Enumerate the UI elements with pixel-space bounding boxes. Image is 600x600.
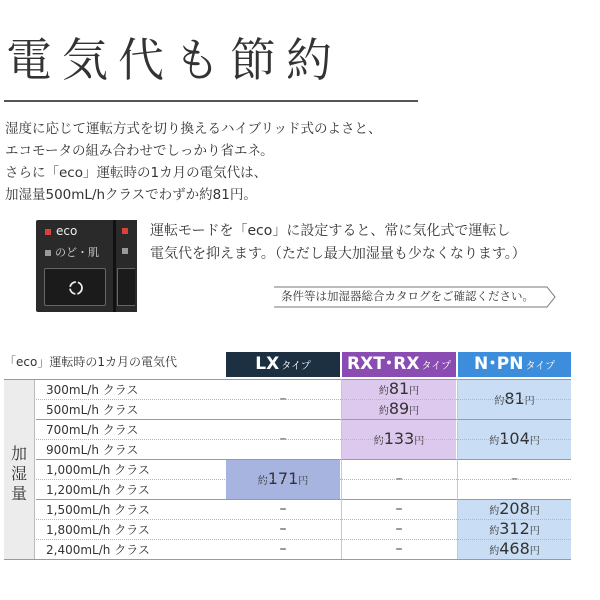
cell-lx-700-900: – [279, 431, 287, 447]
yen-unit: 円 [529, 506, 540, 517]
header-n-pn [458, 352, 571, 377]
price-value: 133 [383, 429, 415, 448]
intro-line: 湿度に応じて運転方式を切り換えるハイブリッド式のよさと、 [5, 121, 382, 137]
price-value: 468 [499, 539, 530, 558]
header-lx-suffix: タイプ [281, 361, 311, 372]
approx-label: 約 [257, 476, 268, 487]
cell-npn-1800 [458, 519, 571, 539]
row-divider [36, 519, 571, 520]
cell-rxt-1000-1200: – [395, 471, 403, 487]
yen-unit: 円 [409, 406, 420, 417]
cell-rxt-1800: – [395, 521, 403, 537]
title-divider [4, 100, 418, 102]
yen-unit: 円 [409, 386, 420, 397]
cell-lx-300-500: – [279, 391, 287, 407]
intro-line: さらに「eco」運転時の1カ月の電気代は、 [5, 165, 268, 181]
yen-unit: 円 [524, 396, 535, 407]
nodo-indicator [45, 244, 99, 260]
side-label-char: 湿 [10, 464, 27, 483]
page-title: 電気代も節約 [6, 33, 342, 87]
led-icon [122, 228, 128, 234]
row-label-1000: 1,000mL/h クラス [46, 463, 150, 477]
row-divider [36, 439, 571, 440]
approx-label: 約 [494, 396, 505, 407]
row-divider [36, 459, 571, 460]
table-caption: 「eco」運転時の1カ月の電気代 [4, 355, 177, 369]
row-label-900: 900mL/h クラス [46, 443, 139, 457]
yen-unit: 円 [529, 526, 540, 537]
cell-rxt-300 [342, 379, 456, 399]
header-rxt-name: RXT･RX [347, 354, 420, 374]
header-rxt-rx [342, 352, 456, 377]
eco-label: eco [56, 224, 78, 238]
approx-label: 約 [378, 406, 389, 417]
header-lx [226, 352, 340, 377]
ring-icon [67, 279, 85, 297]
column-divider [341, 379, 342, 559]
catalog-note-text: 条件等は加湿器総合カタログをご確認ください。 [281, 289, 534, 303]
side-label-humidification [4, 379, 35, 559]
yen-unit: 円 [414, 436, 425, 447]
nodo-label: のど・肌 [55, 246, 99, 259]
price-value: 312 [499, 519, 530, 538]
header-rxt-suffix: タイプ [421, 361, 451, 372]
column-divider [457, 379, 458, 559]
price-value: 81 [504, 389, 525, 408]
header-npn-name: N･PN [474, 354, 524, 374]
side-label-char: 量 [10, 484, 27, 503]
nodo-led-icon [45, 250, 51, 256]
row-divider [36, 539, 571, 540]
row-divider [36, 419, 571, 420]
mode-button [44, 268, 106, 306]
row-divider [36, 499, 571, 500]
row-label-500: 500mL/h クラス [46, 403, 139, 417]
mode-line: 電気代を抑えます。（ただし最大加湿量も少なくなります。） [150, 246, 526, 262]
row-label-2400: 2,400mL/h クラス [46, 543, 150, 557]
price-value: 171 [267, 469, 299, 488]
header-npn-suffix: タイプ [525, 361, 555, 372]
row-label-700: 700mL/h クラス [46, 423, 139, 437]
cell-npn-2400 [458, 539, 571, 559]
mode-line: 運転モードを「eco」に設定すると、常に気化式で運転し [150, 223, 511, 239]
approx-label: 約 [378, 386, 389, 397]
row-label-1200: 1,200mL/h クラス [46, 483, 150, 497]
yen-unit: 円 [529, 546, 540, 557]
table-top-rule [4, 379, 571, 380]
row-divider [36, 399, 571, 400]
intro-line: エコモータの組み合わせでしっかり省エネ。 [5, 143, 274, 159]
eco-led-icon [45, 229, 51, 235]
intro-line: 加湿量500mL/hクラスでわずか約81円。 [5, 187, 257, 203]
approx-label: 約 [489, 436, 500, 447]
catalog-note [271, 284, 547, 308]
approx-label: 約 [489, 506, 500, 517]
approx-label: 約 [373, 436, 384, 447]
eco-indicator [45, 224, 77, 238]
cell-lx-1500: – [279, 501, 287, 517]
header-lx-name: LX [255, 354, 280, 374]
panel-button-partial [117, 268, 135, 306]
yen-unit: 円 [298, 476, 309, 487]
cell-rxt-2400: – [395, 541, 403, 557]
price-value: 81 [388, 379, 410, 398]
cell-lx-2400: – [279, 541, 287, 557]
price-value: 208 [499, 499, 530, 518]
yen-unit: 円 [529, 436, 540, 447]
led-icon [122, 248, 128, 254]
price-value: 89 [388, 399, 410, 418]
side-label-char: 加 [10, 444, 27, 463]
cell-npn-1500 [458, 499, 571, 519]
cell-lx-1800: – [279, 521, 287, 537]
cell-npn-1000-1200: – [511, 471, 518, 487]
table-bottom-rule [4, 559, 571, 560]
mode-description [150, 220, 526, 266]
cell-rxt-1500: – [395, 501, 403, 517]
approx-label: 約 [489, 546, 500, 557]
intro-paragraph [5, 118, 382, 206]
price-value: 104 [499, 429, 530, 448]
approx-label: 約 [489, 526, 500, 537]
row-label-300: 300mL/h クラス [46, 383, 139, 397]
row-label-1500: 1,500mL/h クラス [46, 503, 150, 517]
row-label-1800: 1,800mL/h クラス [46, 523, 150, 537]
cell-rxt-500 [342, 399, 456, 419]
row-divider [36, 479, 571, 480]
